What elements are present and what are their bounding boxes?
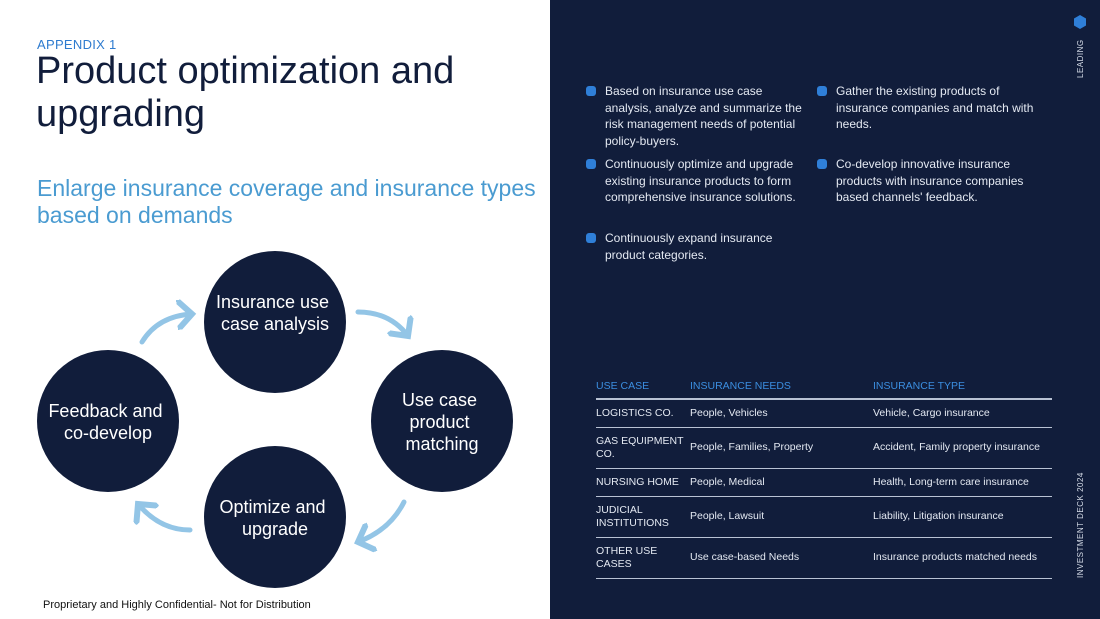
cell-use-case: OTHER USE CASES — [596, 537, 690, 578]
table-row — [596, 537, 1052, 578]
bullet-dot-icon — [817, 159, 827, 169]
cell-needs: People, Lawsuit — [690, 496, 873, 537]
table-header-row — [596, 376, 1052, 399]
side-label-deck: INVESTMENT DECK 2024 — [1076, 472, 1085, 578]
circle-text-right: Use case product matching — [401, 390, 479, 454]
cell-needs: People, Vehicles — [690, 399, 873, 427]
circle-text-left: Feedback and co-develop — [48, 401, 163, 443]
page-title: Product optimization and upgrading — [36, 50, 455, 135]
arrow-top-right — [358, 312, 408, 336]
bullet-item: Based on insurance use case analysis, analyze and summarize the risk management needs of potential policy-buyers. — [586, 83, 805, 149]
circle-text-top: Insurance use case analysis — [215, 292, 330, 334]
hexagon-logo-icon — [1074, 15, 1086, 29]
page-subtitle: Enlarge insurance coverage and insurance types based on demands — [37, 175, 536, 228]
confidentiality-footer: Proprietary and Highly Confidential- Not for Distribution — [43, 599, 311, 611]
cell-type: Accident, Family property insurance — [873, 427, 1052, 468]
cell-type: Liability, Litigation insurance — [873, 496, 1052, 537]
cell-use-case: JUDICIAL INSTITUTIONS — [596, 496, 690, 537]
arrow-bottom-right — [358, 502, 404, 542]
cell-use-case: LOGISTICS CO. — [596, 399, 690, 427]
arrow-top-left — [142, 314, 192, 342]
header-insurance-type: INSURANCE TYPE — [873, 376, 1052, 399]
side-label-leading: LEADING — [1076, 39, 1085, 78]
header-use-case: USE CASE — [596, 376, 690, 399]
bullet-item: Gather the existing products of insurance companies and match with needs. — [817, 83, 1036, 133]
bullet-dot-icon — [817, 86, 827, 96]
table-row — [596, 427, 1052, 468]
cell-type: Vehicle, Cargo insurance — [873, 399, 1052, 427]
bullet-dot-icon — [586, 86, 596, 96]
cell-use-case: NURSING HOME — [596, 468, 690, 496]
bullet-item: Co-develop innovative insurance products with insurance companies based channels' feedback. — [817, 156, 1036, 206]
header-insurance-needs: INSURANCE NEEDS — [690, 376, 873, 399]
circle-text-bottom: Optimize and upgrade — [219, 497, 326, 539]
table-row — [596, 468, 1052, 496]
cell-needs: People, Medical — [690, 468, 873, 496]
cell-needs: People, Families, Property — [690, 427, 873, 468]
process-cycle-diagram — [0, 240, 550, 600]
cell-type: Insurance products matched needs — [873, 537, 1052, 578]
cell-needs: Use case-based Needs — [690, 537, 873, 578]
bullet-item: Continuously optimize and upgrade existing insurance products to form comprehensive insurance solutions. — [586, 156, 805, 206]
bullet-dot-icon — [586, 233, 596, 243]
use-case-table — [596, 376, 1052, 579]
circle-feedback — [37, 350, 179, 492]
bullet-dot-icon — [586, 159, 596, 169]
table-row — [596, 399, 1052, 427]
table-row — [596, 496, 1052, 537]
cell-type: Health, Long-term care insurance — [873, 468, 1052, 496]
cell-use-case: GAS EQUIPMENT CO. — [596, 427, 690, 468]
appendix-label: APPENDIX 1 — [37, 37, 117, 52]
circle-optimize-upgrade — [204, 446, 346, 588]
bullet-item: Continuously expand insurance product categories. — [586, 230, 805, 263]
arrow-bottom-left — [138, 504, 190, 530]
